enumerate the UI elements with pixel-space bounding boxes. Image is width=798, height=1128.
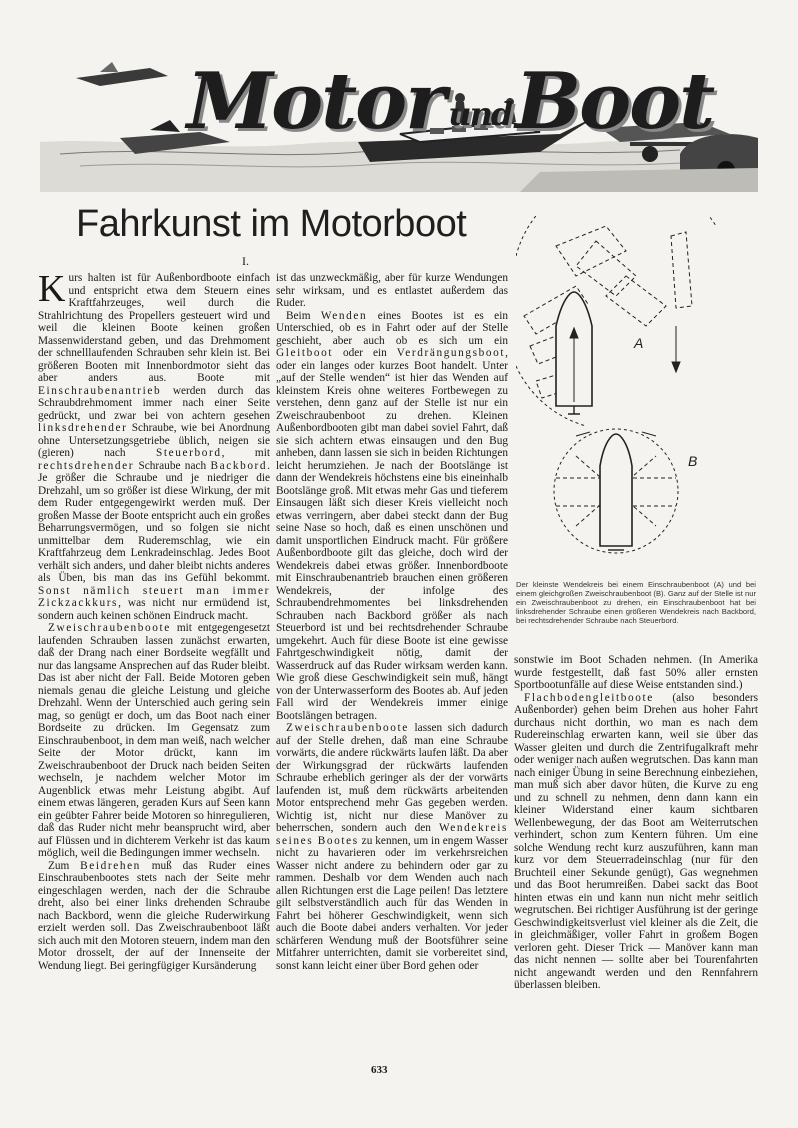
drop-cap: K — [38, 268, 66, 310]
diagram-label-b: B — [688, 453, 698, 469]
paragraph: sonstwie im Boot Schaden nehmen. (In Amerika wurde festgestellt, daß fast 50% aller ernsten Sportbootunfälle auf diese Weise entstanden sind.) — [514, 654, 758, 691]
paragraph: ist das unzweckmäßig, aber für kurze Wendungen sehr wirksam, und es entlastet außerdem das Ruder. — [276, 272, 508, 309]
masthead-title-und: und — [448, 95, 512, 133]
masthead-title-motor: Motor — [186, 55, 445, 147]
paragraph: Kurs halten ist für Außenbordboote einfach und entspricht etwa dem Steuern eines Kraftfahrzeuges, weil durch die Strahlrichtung des Propellers gesteuert wird und weil die kleinen Boote keinen großen Massenwiderstand geben, und das Drehmoment der schnelllaufenden Schrauben sehr klein ist. Bei größeren Booten mit Innenbordmotor sieht das aber anders aus. Boote mit Einschraubenantrieb werden durch das Schraubdrehmoment immer nach einer Seite gedrückt, und zwar bei von achtern gesehen linksdrehender Schraube, wie bei Anordnung ohne Untersetzungsgetriebe üblich, neigen sie (gieren) nach Steuerbord, mit rechtsdrehender Schraube nach Backbord. Je größer die Schraube und je niedriger die Drehzahl, um so größer ist diese Wirkung, der mit dem Ruder entgegengewirkt werden muß. Der großen Masse der Boote entspricht auch ein großes Beharrungsvermögen, und so folgen sie nicht unmittelbar dem Ruderemschlag, wie ein Kraftfahrzeug dem Lenkradeinschlag. Jedes Boot verhält sich anders, und daher bleibt nichts anderes als Üben, bis man das ins Gefühl bekommt. Sonst nämlich steuert man immer Zickzackkurs, was nicht nur ermüdend ist, sondern auch keinen schönen Eindruck macht. — [38, 268, 270, 622]
article-part-number: I. — [242, 254, 249, 268]
paragraph: Zweischraubenboote mit entgegengesetzt laufenden Schrauben lassen zunächst erwarten, daß der Drang nach einer Bordseite wegfällt und nur das langsame Ansprechen auf das Ruder bleibt. Das ist aber nicht der Fall. Beide Motoren geben niemals genau die gleiche Leistung und gleiche Drehzahl. Wenn der Unterschied auch gering sein mag, so genügt er doch, um das Boot nach einer Bordseite zu drücken. Im Gegensatz zum Einschraubenboot, in dem man weiß, nach welcher Seite der Motor drückt, kann im Zweischraubenboot der Druck nach beiden Seiten wechseln, je nachdem welcher Motor im Augenblick etwas mehr Leistung abgibt. Auf einem etwas längeren, geraden Kurs auf Seen kann ein geübter Fahrer beide Motoren so hinregulieren, daß das Ruder nicht mehr beansprucht wird, aber auf Flüssen und in dichterem Verkehr ist das kaum möglich, weil die Bedingungen immer wechseln. — [38, 622, 270, 859]
turning-circle-diagram-svg — [516, 216, 756, 576]
paragraph: Zum Beidrehen muß das Ruder eines Einschraubenbootes stets nach der Seite mehr eingeschlagen werden, nach der die Schraube dreht, also bei einer links drehenden Schraube nach Backbord, wenn die gleiche Ruderwirkung erzielt werden soll. Das Zweischraubenboot läßt sich auch mit den Motoren steuern, indem man den Motor drosselt, der auf der Innenseite der Wendung liegt. Bei geringfügiger Kursänderung — [38, 859, 270, 972]
article-column-3 — [514, 654, 758, 992]
turning-circle-diagram — [516, 216, 756, 576]
paragraph: Beim Wenden eines Bootes ist es ein Unterschied, ob es in Fahrt oder auf der Stelle geschieht, aber auch ob es sich um ein Gleitboot oder ein Verdrängungsboot, oder ein langes oder kurzes Boot handelt. Unter „auf der Stelle wenden“ ist hier das Wenden auf kleinstem Kreis ohne weiteres Fortbewegen zu verstehen, denn ganz auf der Stelle ist nur ein Zweischraubenboot zu drehen. Kleinen Außenbordbooten gibt man dabei soviel Fahrt, daß sie sich achtern etwas einsaugen und den Bug anheben, dann lassen sie sich in beiden Richtungen leicht herumziehen. Je nach der Bootslänge ist dann der Wendekreis höchstens eine bis eineinhalb Bootslänge groß. Mit etwas mehr Gas und tieferem Einsaugen läßt sich dieser Kreis vielleicht noch etwas verringern, aber dabei steckt dann der Bug seine Nase so hoch, daß es einen unschönen und damit unsportlichen Eindruck macht. Für größere Außenbordboote gilt das gleiche, doch wird der Wendekreis dabei etwas größer. Innenbordboote mit Einschraubenantrieb brauchen einen größeren Wendekreis, der infolge des Schraubendrehmomentes bei linksdrehenden Schrauben nach Backbord größer als nach Steuerbord ist und bei rechtsdrehender Schraube umgekehrt. Auch für diese Boote ist eine gewisse Fahrtgeschwindigkeit nötig, damit der Wasserdruck auf das Ruder wirksam werden kann. Wie groß diese Geschwindigkeit sein muß, hängt von der Unterwasserform des Bootes ab. Auf jeden Fall wird der Wendekreis immer einige Bootslängen betragen. — [276, 309, 508, 722]
speedboat-icon — [76, 68, 168, 86]
paragraph: Zweischraubenboote lassen sich dadurch auf der Stelle drehen, daß man eine Schraube vorwärts, die andere rückwärts laufen läßt. Da aber der Wirkungsgrad der rückwärts laufenden Schraube erheblich geringer als der der vorwärts laufenden ist, muß dem rückwärts arbeitenden Motor entsprechend mehr Gas gegeben werden. Wichtig ist, nicht nur diese Manöver zu beherrschen, sondern auch den Wendekreis seines Bootes zu kennen, um in engem Wasser nicht zu havarieren oder im verkehrsreichen Wasser nicht andere zu behindern oder gar zu rammen. Deshalb vor dem Wenden auch nach allen Richtungen erst die Lage peilen! Das letztere gilt selbstverständlich auch für das Wenden in Fahrt bei höherer Geschwindigkeit, wenn sich auch die Boote dabei anders verhalten. Vor jeder schärferen Wendung muß der Bootsführer seine Mitfahrer unterrichten, damit sie vorbereitet sind, sonst kann leicht einer über Bord gehen oder — [276, 722, 508, 972]
masthead-illustration — [40, 42, 758, 192]
figure-caption: Der kleinste Wendekreis bei einem Einschraubenboot (A) und bei einem gleichgroßen Zweischraubenboot (B). Ganz auf der Stelle ist nur ein Zweischraubenboot zu drehen, ein Einschraubenboot hat bei linksdrehender Schraube einen größeren Wendekreis nach Backbord, bei rechtsdrehender Schraube nach Steuerbord. — [516, 580, 756, 625]
article-column-1 — [38, 268, 270, 972]
masthead-title-boot: Boot — [515, 55, 714, 147]
diagram-label-a: A — [634, 335, 644, 351]
paragraph: Flachbodengleitboote (also besonders Außenborder) gehen beim Drehen aus hoher Fahrt durchaus nicht dorthin, wo man es nach dem Rudereinschlag erwarten kann, weil sie über das Wasser gleiten und durch die Zentrifugalkraft mehr oder weniger nach außen wegrutschen. Das kann man nach einiger Übung in seine Berechnung einbeziehen, man muß sich aber davor hüten, die Kurve zu eng und zu schnell zu nehmen, denn dann kann ein kleiner Widerstand einer kaum sichtbaren Wellenbewegung, der das Boot am Weiterrutschen verhindert, schon zum Kentern führen. Um eine solche Wendung recht kurz auszuführen, kann man kurz vor dem Steuerradeinschlag (nur für den Bruchteil einer Sekunde genügt), Gas wegnehmen und das Boot herumreißen. Dabei sackt das Boot hinten etwas ein und kann nun nicht mehr seitlich wegrutschen. Bei richtiger Ausführung ist der geringe Geschwindigkeitsverlust viel kleiner als die Zeit, die in gleichmäßiger, voller Fahrt in großem Bogen verloren geht. Dieser Trick — Manöver kann man das nicht nennen — sollte aber bei Tourenfahrten nicht angewandt werden und den Rennfahrern überlassen bleiben. — [514, 691, 758, 991]
masthead-title — [186, 46, 714, 156]
article-column-2 — [276, 272, 508, 972]
article-title: Fahrkunst im Motorboot — [76, 203, 467, 245]
page-number: 633 — [371, 1064, 388, 1076]
